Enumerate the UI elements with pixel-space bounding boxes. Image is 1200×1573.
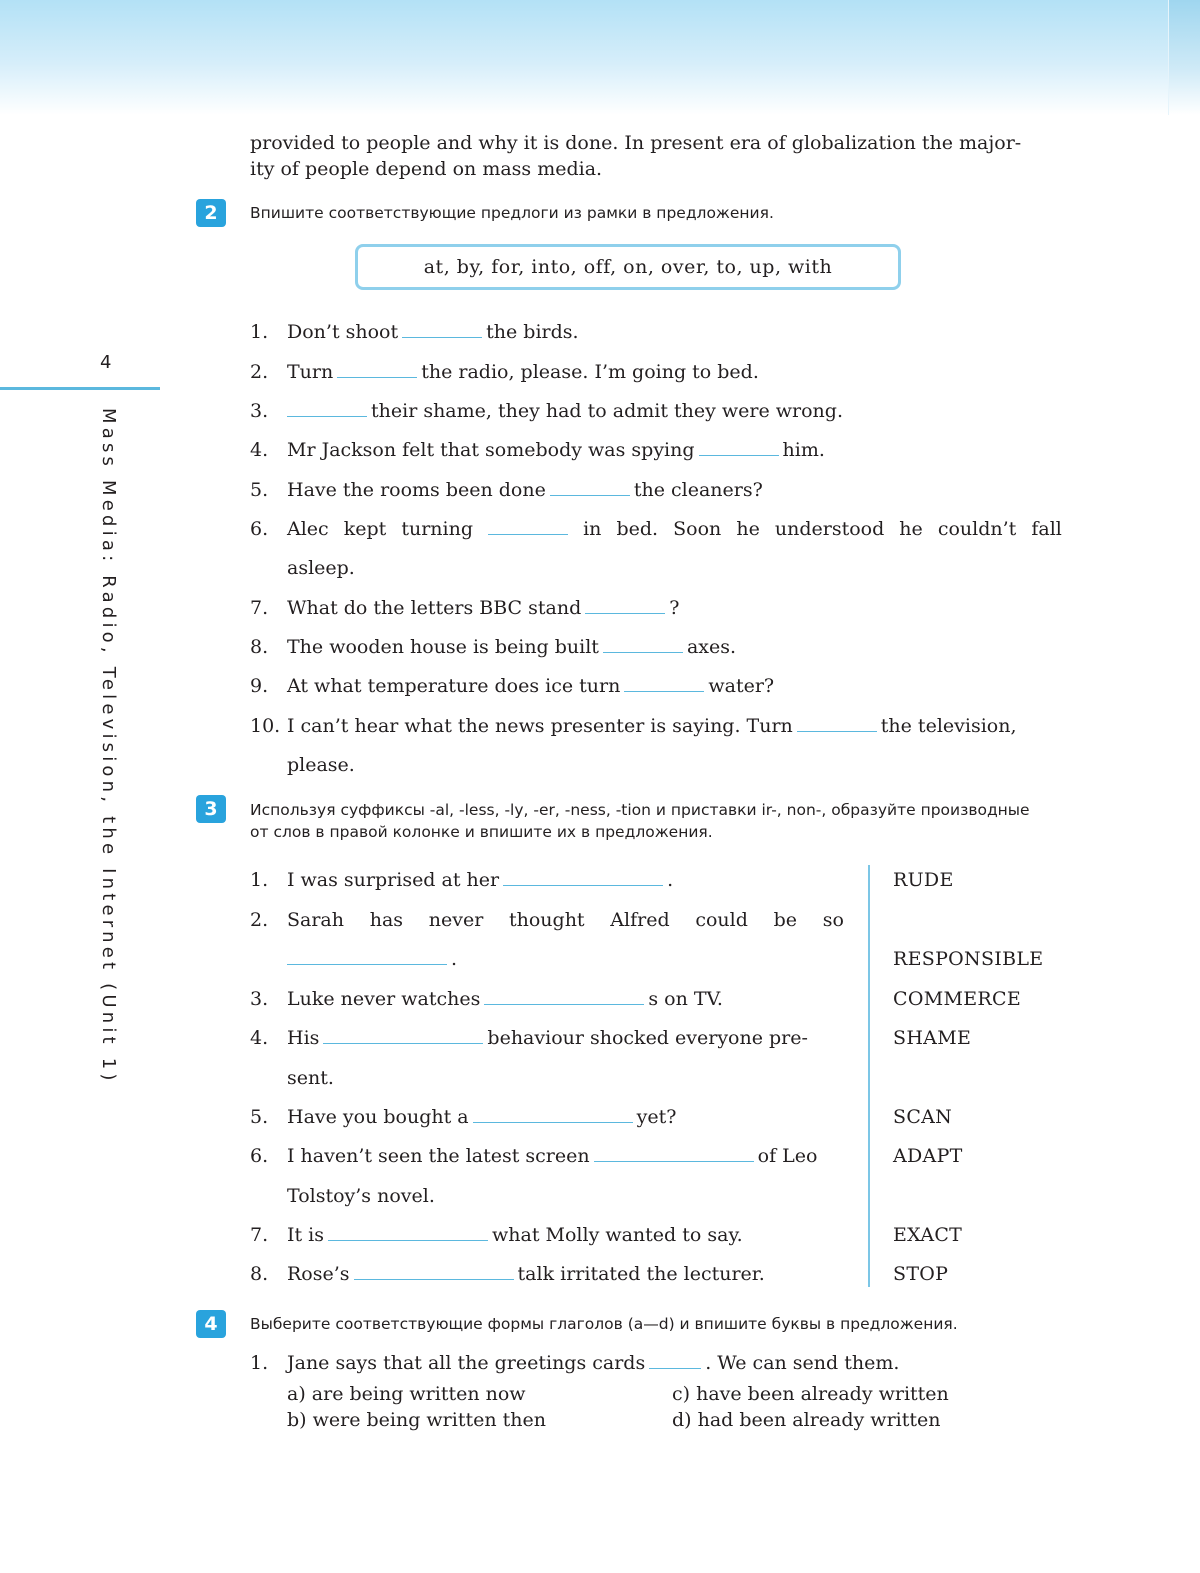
word-bank-box: at, by, for, into, off, on, over, to, up, with (355, 244, 901, 290)
item-word: so (822, 909, 844, 931)
item-text: yet? (636, 1106, 677, 1128)
exercise-2-badge: 2 (196, 199, 226, 227)
answer-blank[interactable] (402, 317, 482, 338)
exercise-4-instruction: Выберите соответствующие формы глаголов (a—d) и впишите буквы в предложения. (250, 1315, 958, 1333)
root-word: EXACT (893, 1224, 963, 1246)
intro-line-1: provided to people and why it is done. In present era of globalization the major- (250, 132, 1022, 154)
answer-blank[interactable] (594, 1141, 754, 1162)
item-word: fall (1031, 518, 1062, 540)
item-text: the radio, please. I’m going to bed. (421, 361, 759, 383)
item-word: in (583, 518, 602, 540)
root-word: ADAPT (893, 1145, 963, 1167)
item-number: 6. (250, 1145, 269, 1167)
exercise-4-badge: 4 (196, 1310, 226, 1338)
root-word: SHAME (893, 1027, 972, 1049)
root-word: RESPONSIBLE (893, 948, 1044, 970)
item-number: 3. (250, 988, 269, 1010)
item-text: the television, (880, 715, 1017, 737)
item-text: asleep. (287, 557, 355, 579)
item-text: It is (287, 1224, 325, 1246)
item-text: what Molly wanted to say. (492, 1224, 743, 1246)
item-number: 8. (250, 636, 269, 658)
intro-line-2: ity of people depend on mass media. (250, 158, 603, 180)
item-number: 7. (250, 1224, 269, 1246)
item-text: I can’t hear what the news presenter is saying. Turn (287, 715, 793, 737)
item-number: 2. (250, 909, 269, 931)
item-number: 10. (250, 715, 281, 737)
item-number: 1. (250, 869, 269, 891)
item-number: 7. (250, 597, 269, 619)
ex3-item-2 (250, 905, 844, 935)
answer-blank[interactable] (797, 711, 877, 732)
answer-blank[interactable] (488, 514, 568, 535)
item-text: s on TV. (648, 988, 723, 1010)
item-text: behaviour shocked everyone pre- (487, 1027, 808, 1049)
item-text: the birds. (486, 321, 579, 343)
page-number: 4 (100, 352, 112, 373)
side-divider (0, 387, 160, 390)
item-text: Rose’s (287, 1263, 350, 1285)
item-number: 4. (250, 1027, 269, 1049)
instruction-line-2: от слов в правой колонке и впишите их в предложения. (250, 823, 713, 841)
item-number: 2. (250, 361, 269, 383)
answer-blank[interactable] (287, 396, 367, 417)
item-text: their shame, they had to admit they were wrong. (371, 400, 843, 422)
root-word: STOP (893, 1263, 949, 1285)
item-text: I haven’t seen the latest screen (287, 1145, 590, 1167)
item-word: never (428, 909, 484, 931)
item-text: At what temperature does ice turn (287, 675, 621, 697)
item-text: please. (287, 754, 355, 776)
column-divider (868, 865, 870, 1287)
intro-paragraph (250, 130, 1062, 182)
item-word: he (736, 518, 760, 540)
item-word: could (695, 909, 748, 931)
item-word: thought (508, 909, 585, 931)
item-text: the cleaners? (633, 479, 763, 501)
item-text: talk irritated the lecturer. (517, 1263, 765, 1285)
answer-blank[interactable] (473, 1102, 633, 1123)
answer-blank[interactable] (585, 593, 665, 614)
item-text: Turn (287, 361, 334, 383)
item-text: water? (708, 675, 775, 697)
top-color-band (0, 0, 1200, 115)
answer-blank[interactable] (328, 1220, 488, 1241)
item-text: Jane says that all the greetings cards (287, 1352, 646, 1374)
item-text: . (667, 869, 674, 891)
item-word: Alec (287, 518, 329, 540)
item-text: of Leo (757, 1145, 818, 1167)
item-text: What do the letters BBC stand (287, 597, 582, 619)
unit-side-title: Mass Media: Radio, Television, the Internet (Unit 1) (98, 408, 119, 1085)
item-number: 8. (250, 1263, 269, 1285)
item-text: Don’t shoot (287, 321, 399, 343)
instruction-line-1: Используя суффиксы -al, -less, -ly, -er, -ness, -tion и приставки ir-, non-, образуйте производные (250, 801, 1030, 819)
answer-blank[interactable] (699, 435, 779, 456)
answer-blank[interactable] (603, 632, 683, 653)
item-number: 6. (250, 518, 269, 540)
root-word: COMMERCE (893, 988, 1022, 1010)
exercise-3-badge: 3 (196, 795, 226, 823)
item-text: axes. (686, 636, 737, 658)
item-number: 5. (250, 479, 269, 501)
item-number: 5. (250, 1106, 269, 1128)
item-text: . (451, 948, 458, 970)
item-text: Tolstoy’s novel. (287, 1185, 435, 1207)
item-text: Luke never watches (287, 988, 481, 1010)
item-word: couldn’t (937, 518, 1017, 540)
option-a: a) are being written now (287, 1383, 526, 1405)
item-word: has (369, 909, 404, 931)
answer-blank[interactable] (649, 1348, 701, 1369)
answer-blank[interactable] (287, 944, 447, 965)
exercise-2-instruction: Впишите соответствующие предлоги из рамки в предложения. (250, 204, 774, 222)
ex2-item-6 (250, 514, 1062, 544)
option-b: b) were being written then (287, 1409, 546, 1431)
item-number: 3. (250, 400, 269, 422)
item-word: understood (774, 518, 885, 540)
item-text: . We can send them. (705, 1352, 900, 1374)
item-number: 4. (250, 439, 269, 461)
item-text: The wooden house is being built (287, 636, 599, 658)
item-text: Have the rooms been done (287, 479, 546, 501)
item-number: 1. (250, 1352, 269, 1374)
item-number: 9. (250, 675, 269, 697)
answer-blank[interactable] (337, 357, 417, 378)
item-word: Sarah (287, 909, 344, 931)
item-text: I was surprised at her (287, 869, 500, 891)
answer-blank[interactable] (354, 1259, 514, 1280)
item-text: His (287, 1027, 320, 1049)
answer-blank[interactable] (624, 671, 704, 692)
top-band-margin (1168, 0, 1200, 115)
answer-blank[interactable] (323, 1023, 483, 1044)
answer-blank[interactable] (503, 865, 663, 886)
answer-blank[interactable] (550, 475, 630, 496)
item-word: Soon (673, 518, 722, 540)
exercise-3-instruction (250, 799, 1070, 843)
item-word: be (773, 909, 797, 931)
item-text: Mr Jackson felt that somebody was spying (287, 439, 695, 461)
item-number: 1. (250, 321, 269, 343)
option-d: d) had been already written (672, 1409, 941, 1431)
item-text: ? (669, 597, 680, 619)
item-word: kept (343, 518, 387, 540)
item-word: bed. (616, 518, 659, 540)
option-c: c) have been already written (672, 1383, 949, 1405)
root-word: RUDE (893, 869, 954, 891)
answer-blank[interactable] (484, 984, 644, 1005)
item-word: Alfred (610, 909, 670, 931)
root-word: SCAN (893, 1106, 953, 1128)
item-word: he (899, 518, 923, 540)
item-text: him. (782, 439, 825, 461)
item-word: turning (401, 518, 474, 540)
item-text: sent. (287, 1067, 334, 1089)
item-text: Have you bought a (287, 1106, 469, 1128)
